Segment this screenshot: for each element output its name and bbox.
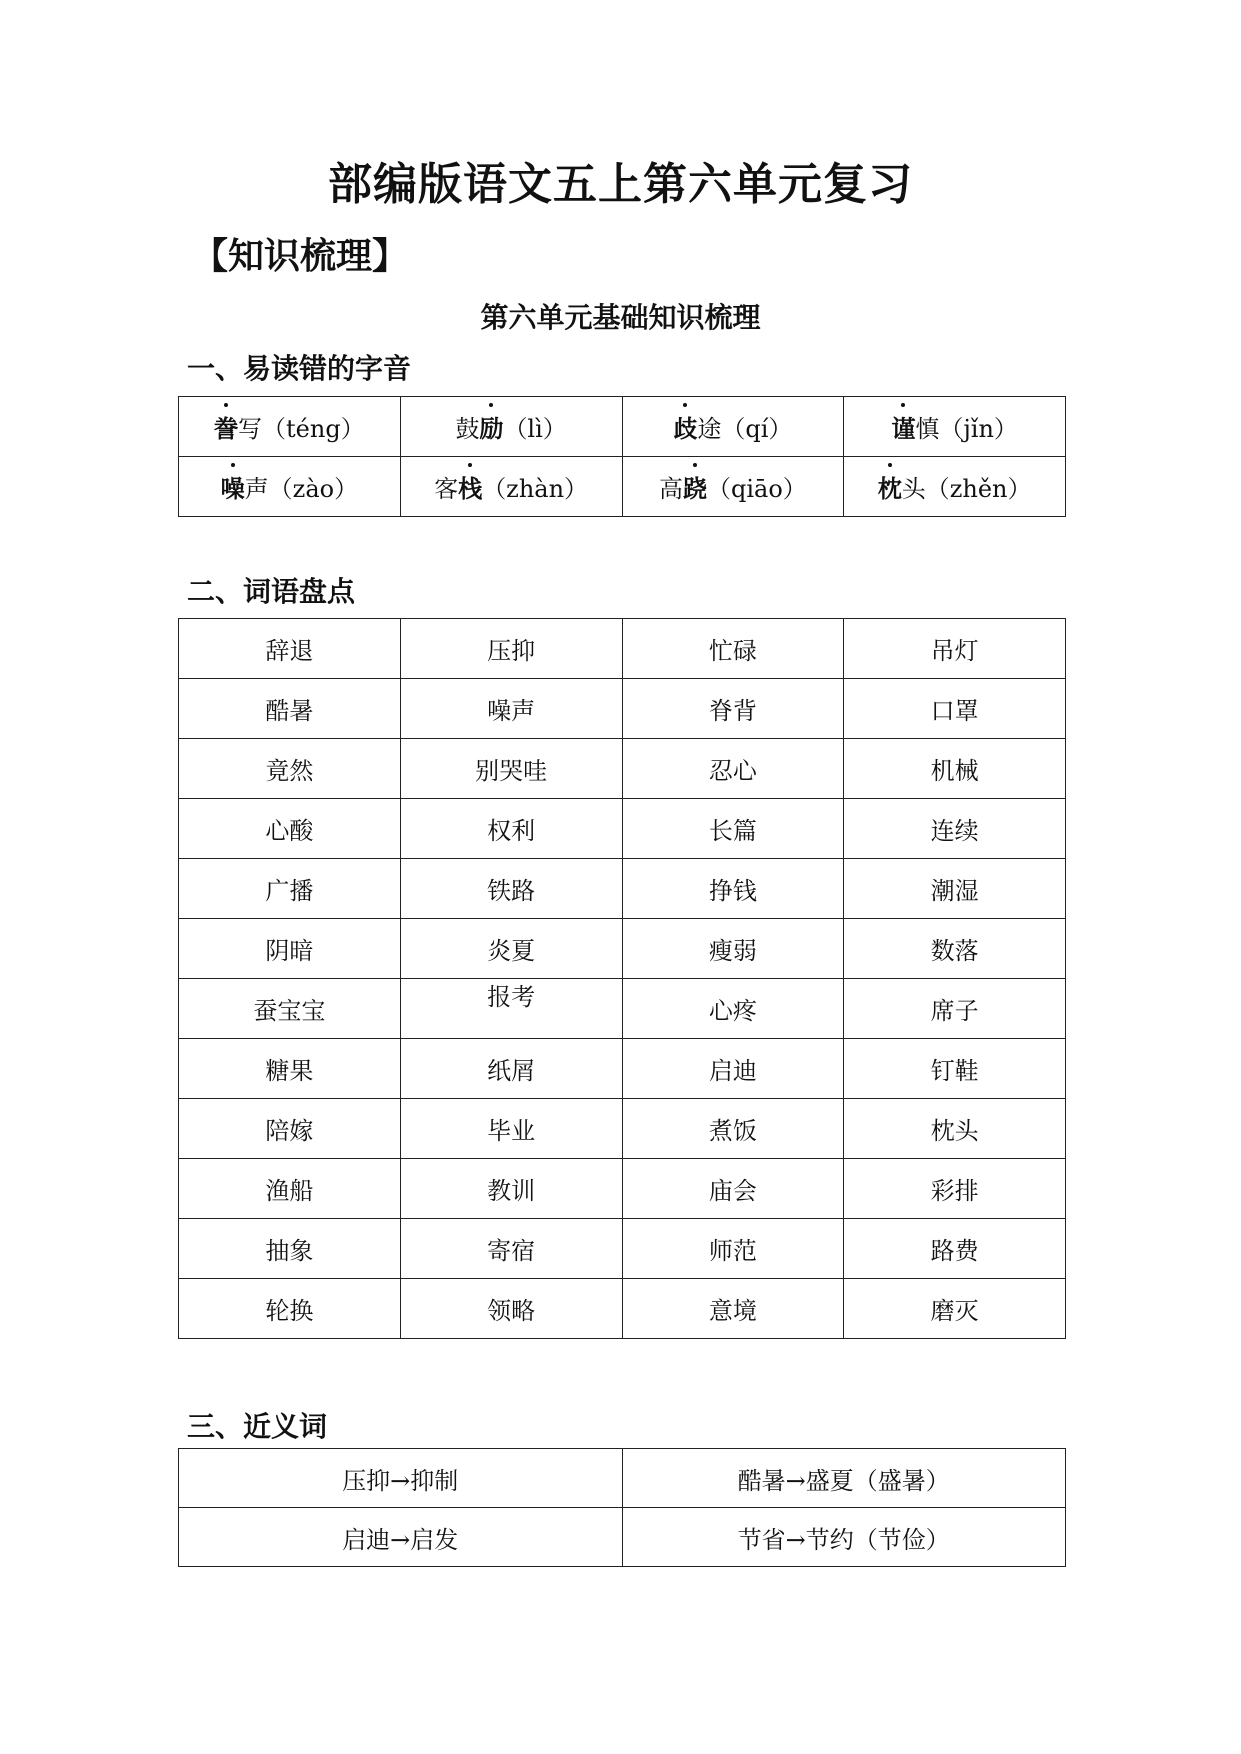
vocabulary-cell: [844, 799, 1066, 859]
vocabulary-word: 广播: [265, 877, 314, 905]
vocabulary-word: 机械: [930, 757, 979, 785]
vocabulary-word: 权利: [487, 817, 536, 845]
vocabulary-word: 枕头: [930, 1117, 979, 1145]
pronunciation-cell: [179, 457, 401, 517]
pronunciation-cell: [179, 397, 401, 457]
vocabulary-cell: [400, 1039, 622, 1099]
vocabulary-cell: [179, 919, 401, 979]
vocabulary-cell: [844, 1159, 1066, 1219]
word-part: 途: [697, 415, 722, 443]
pronunciation-cell: [622, 397, 844, 457]
pinyin-label: （téng）: [262, 415, 365, 443]
vocabulary-word: 炎夏: [487, 937, 536, 965]
vocabulary-word: 庙会: [708, 1177, 757, 1205]
table-row: [179, 1219, 1066, 1279]
word-part: 客: [434, 475, 459, 503]
pinyin-label: （lì）: [503, 415, 567, 443]
pinyin-label: （zhàn）: [482, 475, 589, 503]
vocabulary-word: 连续: [930, 817, 979, 845]
vocabulary-cell: [179, 1099, 401, 1159]
vocabulary-word: 吊灯: [930, 637, 979, 665]
vocabulary-cell: [179, 679, 401, 739]
table-row: [179, 619, 1066, 679]
vocabulary-cell: [844, 739, 1066, 799]
vocabulary-cell: [179, 1039, 401, 1099]
dotted-character: 励: [479, 409, 503, 444]
synonym-cell: 节省→节约（节俭）: [622, 1508, 1066, 1567]
pinyin-label: （jǐn）: [939, 415, 1018, 443]
pinyin-label: （qí）: [721, 415, 793, 443]
vocabulary-cell: [622, 1219, 844, 1279]
vocabulary-word: 酷暑: [265, 697, 314, 725]
vocabulary-word: 挣钱: [708, 877, 757, 905]
vocabulary-word: 钉鞋: [930, 1057, 979, 1085]
vocabulary-cell: [179, 799, 401, 859]
synonym-cell: 压抑→抑制: [179, 1449, 623, 1508]
synonym-cell: 启迪→启发: [179, 1508, 623, 1567]
pronunciation-cell: [844, 457, 1066, 517]
vocabulary-cell: [400, 979, 622, 1039]
vocabulary-cell: [400, 919, 622, 979]
vocabulary-cell: [400, 619, 622, 679]
vocabulary-word: 教训: [487, 1177, 536, 1205]
dotted-character: 歧: [673, 409, 697, 444]
vocabulary-word: 辞退: [265, 637, 314, 665]
vocabulary-table: [178, 618, 1066, 1339]
word-part: 鼓: [455, 415, 480, 443]
table-row: [179, 739, 1066, 799]
vocabulary-word: 蚕宝宝: [253, 997, 326, 1025]
vocabulary-cell: [844, 1279, 1066, 1339]
vocabulary-word: 别哭哇: [475, 757, 548, 785]
vocabulary-cell: [179, 739, 401, 799]
vocabulary-word: 报考: [487, 983, 536, 1011]
section-heading-pronunciation: 一、易读错的字音: [187, 352, 412, 385]
vocabulary-word: 纸屑: [487, 1057, 536, 1085]
vocabulary-cell: [844, 979, 1066, 1039]
vocabulary-cell: [622, 739, 844, 799]
table-row: [179, 859, 1066, 919]
vocabulary-word: 轮换: [265, 1297, 314, 1325]
synonyms-table: [178, 1448, 1066, 1567]
word-part: 高: [658, 475, 683, 503]
vocabulary-cell: [400, 1159, 622, 1219]
vocabulary-cell: [179, 619, 401, 679]
vocabulary-word: 阴暗: [265, 937, 314, 965]
vocabulary-cell: [622, 799, 844, 859]
table-row: [179, 1279, 1066, 1339]
vocabulary-cell: [179, 979, 401, 1039]
pinyin-label: （qiāo）: [706, 475, 807, 503]
word-part: 声: [244, 475, 269, 503]
vocabulary-cell: [179, 1279, 401, 1339]
vocabulary-cell: [622, 919, 844, 979]
word-part: 慎: [915, 415, 940, 443]
vocabulary-word: 领略: [487, 1297, 536, 1325]
unit-subtitle: 第六单元基础知识梳理: [480, 301, 761, 334]
vocabulary-word: 噪声: [487, 697, 536, 725]
vocabulary-word: 师范: [708, 1237, 757, 1265]
section-heading-vocabulary: 二、词语盘点: [187, 575, 356, 608]
vocabulary-cell: [179, 1219, 401, 1279]
dotted-character: 誊: [214, 409, 238, 444]
vocabulary-word: 长篇: [708, 817, 757, 845]
table-row: [179, 1449, 1066, 1508]
table-row: [179, 979, 1066, 1039]
word-part: 写: [238, 415, 263, 443]
vocabulary-cell: [844, 619, 1066, 679]
vocabulary-cell: [400, 679, 622, 739]
vocabulary-word: 忍心: [708, 757, 757, 785]
vocabulary-word: 心疼: [708, 997, 757, 1025]
dotted-character: 栈: [458, 469, 482, 504]
vocabulary-cell: [622, 1039, 844, 1099]
vocabulary-word: 潮湿: [930, 877, 979, 905]
vocabulary-cell: [844, 1039, 1066, 1099]
vocabulary-word: 渔船: [265, 1177, 314, 1205]
vocabulary-cell: [622, 1279, 844, 1339]
vocabulary-word: 意境: [708, 1297, 757, 1325]
vocabulary-word: 彩排: [930, 1177, 979, 1205]
vocabulary-word: 竟然: [265, 757, 314, 785]
dotted-character: 枕: [878, 469, 902, 504]
vocabulary-word: 心酸: [265, 817, 314, 845]
section-heading-synonyms: 三、近义词: [187, 1410, 328, 1443]
vocabulary-word: 启迪: [708, 1057, 757, 1085]
vocabulary-cell: [400, 1219, 622, 1279]
vocabulary-word: 煮饭: [708, 1117, 757, 1145]
vocabulary-word: 磨灭: [930, 1297, 979, 1325]
vocabulary-cell: [622, 979, 844, 1039]
pronunciation-cell: [844, 397, 1066, 457]
vocabulary-cell: [179, 1159, 401, 1219]
vocabulary-cell: [400, 1099, 622, 1159]
vocabulary-cell: [400, 859, 622, 919]
table-row: [179, 1099, 1066, 1159]
vocabulary-word: 路费: [930, 1237, 979, 1265]
pronunciation-cell: [622, 457, 844, 517]
vocabulary-cell: [400, 739, 622, 799]
pronunciation-cell: [400, 457, 622, 517]
knowledge-heading: 【知识梳理】: [192, 236, 409, 277]
vocabulary-word: 铁路: [487, 877, 536, 905]
vocabulary-cell: [622, 1159, 844, 1219]
vocabulary-cell: [844, 679, 1066, 739]
table-row: [179, 1508, 1066, 1567]
vocabulary-word: 毕业: [487, 1117, 536, 1145]
table-row: [179, 919, 1066, 979]
table-row: [179, 1039, 1066, 1099]
table-row: [179, 799, 1066, 859]
vocabulary-word: 糖果: [265, 1057, 314, 1085]
vocabulary-cell: [179, 859, 401, 919]
vocabulary-word: 压抑: [487, 637, 536, 665]
vocabulary-word: 抽象: [265, 1237, 314, 1265]
vocabulary-word: 忙碌: [708, 637, 757, 665]
vocabulary-word: 脊背: [708, 697, 757, 725]
vocabulary-cell: [400, 1279, 622, 1339]
dotted-character: 谨: [891, 409, 915, 444]
table-row: [179, 397, 1066, 457]
table-row: [179, 457, 1066, 517]
vocabulary-cell: [622, 859, 844, 919]
vocabulary-word: 席子: [930, 997, 979, 1025]
vocabulary-word: 口罩: [930, 697, 979, 725]
document-title: 部编版语文五上第六单元复习: [328, 159, 913, 210]
vocabulary-word: 瘦弱: [708, 937, 757, 965]
vocabulary-cell: [844, 1099, 1066, 1159]
vocabulary-cell: [622, 1099, 844, 1159]
table-row: [179, 1159, 1066, 1219]
vocabulary-word: 寄宿: [487, 1237, 536, 1265]
dotted-character: 噪: [221, 469, 245, 504]
vocabulary-cell: [622, 679, 844, 739]
pinyin-label: （zhěn）: [925, 475, 1032, 503]
vocabulary-word: 陪嫁: [265, 1117, 314, 1145]
dotted-character: 跷: [683, 469, 707, 504]
table-row: [179, 679, 1066, 739]
pronunciation-cell: [400, 397, 622, 457]
vocabulary-word: 数落: [930, 937, 979, 965]
pronunciation-table: [178, 396, 1066, 517]
pinyin-label: （zào）: [268, 475, 359, 503]
vocabulary-cell: [844, 919, 1066, 979]
vocabulary-cell: [844, 1219, 1066, 1279]
synonym-cell: 酷暑→盛夏（盛暑）: [622, 1449, 1066, 1508]
vocabulary-cell: [400, 799, 622, 859]
vocabulary-cell: [622, 619, 844, 679]
vocabulary-cell: [844, 859, 1066, 919]
word-part: 头: [901, 475, 926, 503]
